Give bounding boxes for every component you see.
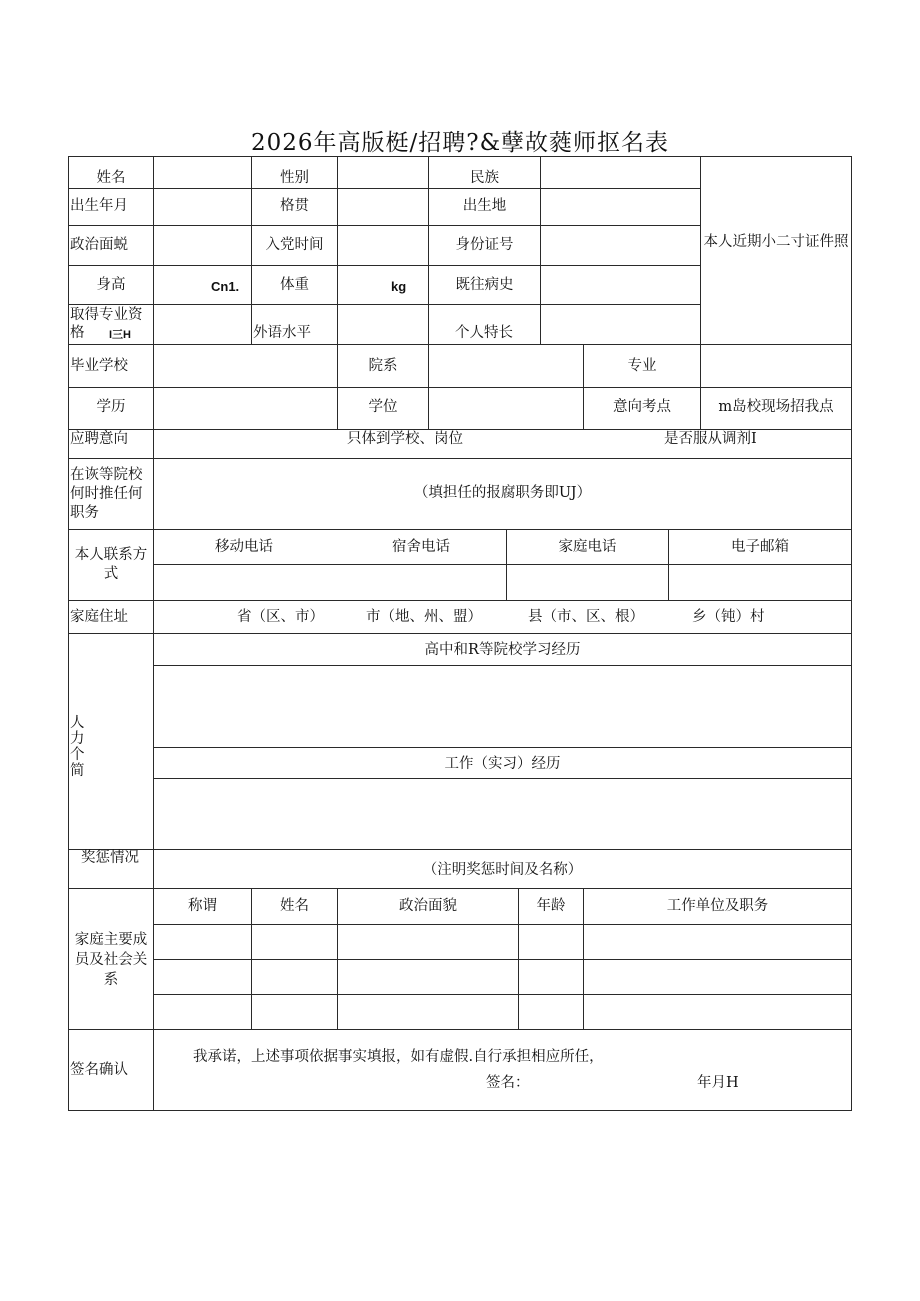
- row-line: [153, 994, 852, 995]
- name-label: 姓名: [96, 170, 126, 186]
- school-label: 毕业学校: [70, 358, 128, 374]
- date-label: 年月H: [697, 1075, 739, 1091]
- mobile-label: 移动电话: [215, 539, 273, 555]
- page-title: 2026年高版梃/招聘?&孽故蕤师抠名表: [250, 130, 670, 156]
- row-line: [68, 1029, 852, 1030]
- party-label: 入党时间: [265, 237, 324, 253]
- awards-hint: （注明奖惩时间及名称）: [422, 862, 583, 878]
- row-line: [153, 564, 852, 565]
- degree-label: 学历: [96, 399, 126, 415]
- native-label: 格贯: [280, 198, 309, 214]
- birth-label: 出生年月: [70, 198, 128, 214]
- promise-text: 我承诺，上述事项依据事实填报，如有虚假.自行承担相应所任，: [193, 1049, 604, 1065]
- row-line: [68, 225, 700, 226]
- row-line: [68, 633, 852, 634]
- border-right: [851, 156, 852, 1111]
- skill-label: 个人特长: [455, 325, 513, 341]
- family-header-age: 年龄: [536, 898, 566, 914]
- exam-location-value: m岛校现场招我点: [718, 399, 834, 415]
- intent-adjust: 是否服从调剂I: [664, 431, 757, 447]
- exam-location-label: 意向考点: [613, 399, 671, 415]
- intent-text: 只体到学校、岗位: [347, 431, 463, 447]
- col-line: [153, 156, 154, 1111]
- xuewei-label: 学位: [368, 399, 398, 415]
- major-label: 专业: [627, 358, 657, 374]
- study-history-label: 高中和R等院校学习经历: [424, 642, 581, 658]
- photo-placeholder: 本人近期小二寸证件照: [703, 234, 849, 250]
- awards-label: 奖惩情况: [81, 850, 139, 866]
- work-history-label: 工作（实习）经历: [444, 756, 561, 772]
- row-line: [153, 959, 852, 960]
- address-town: 乡（钝）村: [692, 609, 765, 625]
- border-top: [68, 156, 852, 157]
- address-city: 市（地、州、盟）: [366, 609, 482, 625]
- gender-label: 性别: [280, 170, 309, 186]
- row-line: [68, 387, 852, 388]
- row-line: [153, 924, 852, 925]
- row-line: [68, 600, 852, 601]
- dept-label: 院系: [368, 358, 398, 374]
- col-line: [337, 156, 338, 344]
- political-label: 政治面蜕: [70, 237, 128, 253]
- dorm-label: 宿舍电话: [392, 539, 450, 555]
- row-line: [68, 188, 700, 189]
- cert-label: 取得专业资格: [70, 307, 143, 341]
- weight-label: 体重: [280, 277, 309, 293]
- address-label: 家庭住址: [70, 609, 128, 625]
- col-line: [700, 156, 701, 430]
- signature-label: 签名：: [486, 1075, 530, 1091]
- row-line: [68, 529, 852, 530]
- contact-label: 本人联系方式: [74, 547, 148, 582]
- family-header-name: 姓名: [280, 898, 309, 914]
- row-line: [68, 888, 852, 889]
- row-line: [68, 265, 700, 266]
- home-label: 家庭电话: [558, 539, 617, 555]
- sign-label: 签名确认: [70, 1062, 128, 1078]
- cert-suffix: I三H: [109, 329, 131, 341]
- idcard-label: 身份证号: [455, 237, 514, 253]
- row-line: [153, 665, 852, 666]
- height-label: 身高: [96, 277, 126, 293]
- row-line: [68, 458, 852, 459]
- col-line: [428, 344, 429, 430]
- family-header-political: 政治面貌: [399, 898, 457, 914]
- ethnicity-label: 民族: [470, 170, 499, 186]
- row-line: [68, 849, 852, 850]
- row-line: [68, 304, 700, 305]
- current-position-hint: （填担任的报腐职务即UJ）: [413, 485, 592, 501]
- row-line: [153, 778, 852, 779]
- col-line: [540, 156, 541, 344]
- row-line: [68, 344, 852, 345]
- height-unit: Cn1.: [211, 279, 240, 294]
- family-header-work: 工作单位及职务: [666, 898, 769, 914]
- weight-unit: kg: [391, 279, 407, 294]
- border-bottom: [68, 1110, 852, 1111]
- row-line: [153, 747, 852, 748]
- history-label: 既往病史: [455, 277, 514, 293]
- lang-label: 外语水平: [253, 325, 311, 341]
- email-label: 电子邮箱: [731, 539, 789, 555]
- birthplace-label: 出生地: [462, 198, 507, 214]
- current-position-label: 在诙等院校何时推任何职务: [70, 467, 143, 521]
- resume-label: 人力个简: [70, 715, 85, 779]
- border-left: [68, 156, 69, 1111]
- family-header-relation: 称谓: [188, 898, 217, 914]
- address-county: 县（市、区、根）: [528, 609, 644, 625]
- family-label: 家庭主要成员及社会关系: [74, 932, 148, 988]
- address-province: 省（区、市）: [237, 609, 324, 625]
- intent-label: 应聘意向: [70, 431, 128, 447]
